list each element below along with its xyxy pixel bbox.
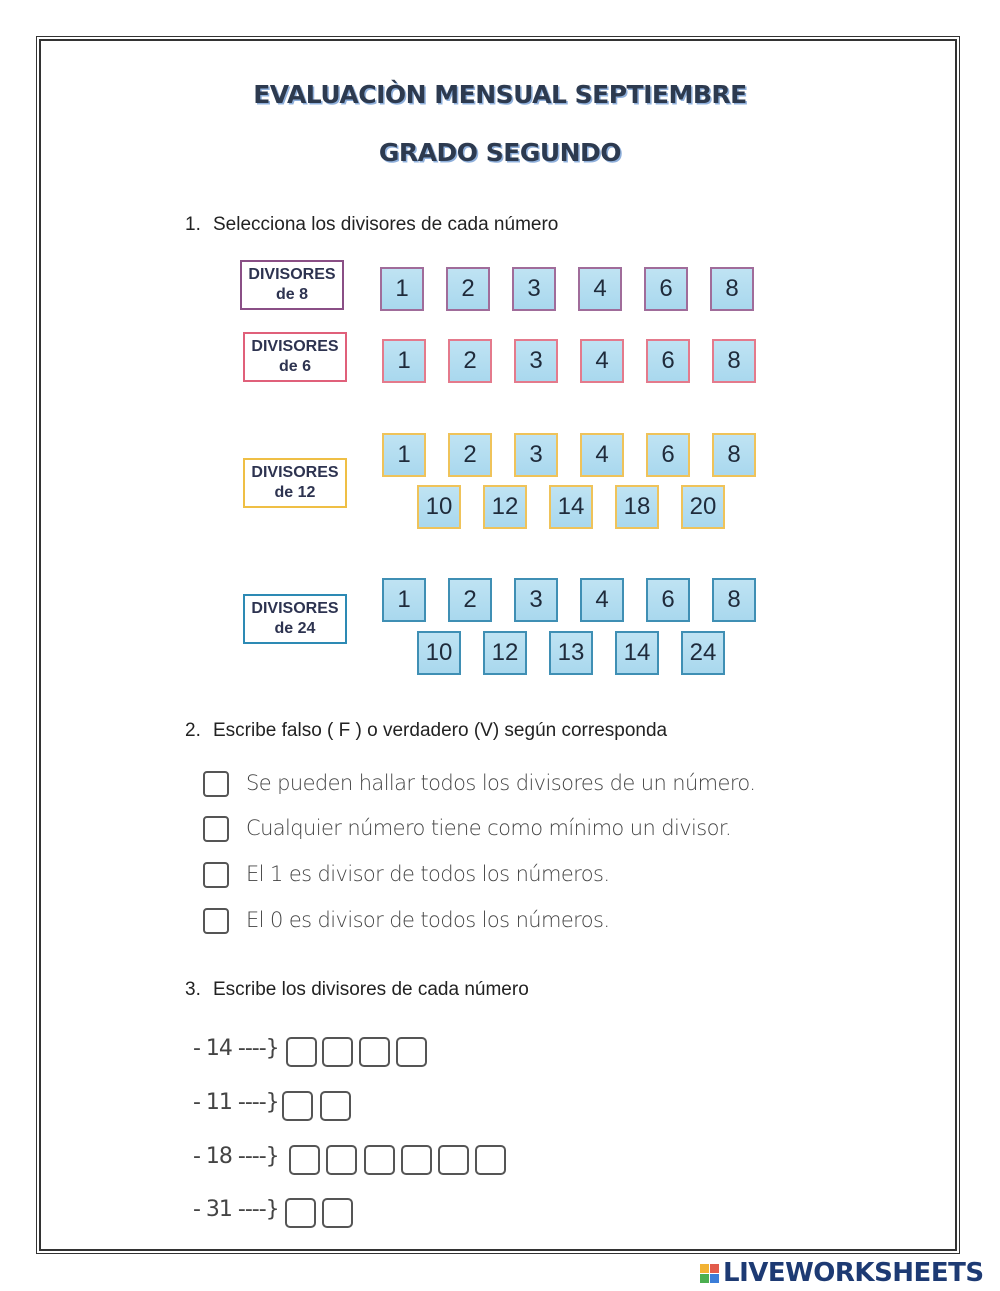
tf-statement-2: Cualquier número tiene como mínimo un divisor. [246, 816, 732, 840]
number-tile[interactable]: 4 [580, 433, 624, 477]
footer-brand [700, 1258, 984, 1288]
number-tile[interactable]: 1 [380, 267, 424, 311]
tf-statement-1: Se pueden hallar todos los divisores de un número. [246, 771, 756, 795]
number-tile[interactable]: 2 [446, 267, 490, 311]
divisor-answer-box[interactable] [364, 1145, 395, 1175]
divisor-label-number: de 12 [274, 484, 316, 501]
tf-statement-4: El 0 es divisor de todos los números. [246, 908, 610, 932]
divisor-answer-box[interactable] [396, 1037, 427, 1067]
question-2-text: Escribe falso ( F ) o verdadero (V) según corresponda [213, 720, 668, 741]
number-tile[interactable]: 10 [417, 485, 461, 529]
tf-answer-box-1[interactable] [203, 771, 229, 797]
number-tile[interactable]: 6 [644, 267, 688, 311]
question-1 [185, 214, 558, 236]
divisor-answer-box[interactable] [289, 1145, 320, 1175]
logo-square [700, 1274, 709, 1283]
brand-name: LIVEWORKSHEETS [723, 1258, 984, 1288]
divisor-label-number: de 24 [274, 620, 316, 637]
divisor-label-box [243, 458, 347, 508]
logo-square [710, 1274, 719, 1283]
number-tile[interactable]: 3 [514, 339, 558, 383]
divisor-answer-box[interactable] [320, 1091, 351, 1121]
question-2-number: 2. [185, 720, 201, 741]
number-tile[interactable]: 1 [382, 339, 426, 383]
tf-answer-box-3[interactable] [203, 862, 229, 888]
divisor-label-box [243, 594, 347, 644]
number-tile[interactable]: 3 [514, 433, 558, 477]
tf-statement-3: El 1 es divisor de todos los números. [246, 862, 610, 886]
number-tile[interactable]: 1 [382, 433, 426, 477]
question-1-text: Selecciona los divisores de cada número [213, 214, 559, 235]
number-tile[interactable]: 8 [712, 339, 756, 383]
number-tile[interactable]: 4 [580, 339, 624, 383]
divisor-label-title: DIVISORES [248, 266, 336, 283]
divisor-row-label: - 18 ----} [193, 1144, 279, 1169]
number-tile[interactable]: 14 [615, 631, 659, 675]
number-tile[interactable]: 8 [712, 578, 756, 622]
divisor-answer-box[interactable] [285, 1198, 316, 1228]
number-tile[interactable]: 8 [712, 433, 756, 477]
number-tile[interactable]: 6 [646, 578, 690, 622]
divisor-row-label: - 14 ----} [193, 1036, 279, 1061]
question-3-number: 3. [185, 979, 201, 1000]
number-tile[interactable]: 2 [448, 433, 492, 477]
number-tile[interactable]: 12 [483, 631, 527, 675]
number-tile[interactable]: 3 [514, 578, 558, 622]
page-title: EVALUACIÒN MENSUAL SEPTIEMBRE [253, 80, 747, 109]
number-tile[interactable]: 24 [681, 631, 725, 675]
divisor-label-box [243, 332, 347, 382]
divisor-row-label: - 31 ----} [193, 1197, 279, 1222]
liveworksheets-logo-icon [700, 1264, 719, 1283]
logo-square [710, 1264, 719, 1273]
divisor-label-number: de 8 [275, 286, 308, 303]
logo-square [700, 1264, 709, 1273]
number-tile[interactable]: 13 [549, 631, 593, 675]
number-tile[interactable]: 2 [448, 339, 492, 383]
page-subtitle: GRADO SEGUNDO [378, 138, 622, 167]
number-tile[interactable]: 20 [681, 485, 725, 529]
question-3-text: Escribe los divisores de cada número [213, 979, 529, 1000]
question-2 [185, 720, 667, 742]
question-3 [185, 979, 529, 1001]
divisor-label-title: DIVISORES [251, 600, 339, 617]
number-tile[interactable]: 14 [549, 485, 593, 529]
tf-answer-box-2[interactable] [203, 816, 229, 842]
number-tile[interactable]: 10 [417, 631, 461, 675]
divisor-answer-box[interactable] [286, 1037, 317, 1067]
question-1-number: 1. [185, 214, 201, 235]
number-tile[interactable]: 8 [710, 267, 754, 311]
number-tile[interactable]: 4 [580, 578, 624, 622]
divisor-answer-box[interactable] [322, 1198, 353, 1228]
number-tile[interactable]: 6 [646, 433, 690, 477]
divisor-label-box [240, 260, 344, 310]
divisor-row-label: - 11 ----} [193, 1090, 279, 1115]
divisor-answer-box[interactable] [401, 1145, 432, 1175]
divisor-label-title: DIVISORES [251, 464, 339, 481]
divisor-label-number: de 6 [278, 358, 311, 375]
number-tile[interactable]: 18 [615, 485, 659, 529]
number-tile[interactable]: 2 [448, 578, 492, 622]
divisor-answer-box[interactable] [322, 1037, 353, 1067]
divisor-label-title: DIVISORES [251, 338, 339, 355]
divisor-answer-box[interactable] [326, 1145, 357, 1175]
divisor-answer-box[interactable] [438, 1145, 469, 1175]
number-tile[interactable]: 1 [382, 578, 426, 622]
tf-answer-box-4[interactable] [203, 908, 229, 934]
number-tile[interactable]: 4 [578, 267, 622, 311]
divisor-answer-box[interactable] [475, 1145, 506, 1175]
number-tile[interactable]: 6 [646, 339, 690, 383]
number-tile[interactable]: 3 [512, 267, 556, 311]
number-tile[interactable]: 12 [483, 485, 527, 529]
divisor-answer-box[interactable] [359, 1037, 390, 1067]
divisor-answer-box[interactable] [282, 1091, 313, 1121]
